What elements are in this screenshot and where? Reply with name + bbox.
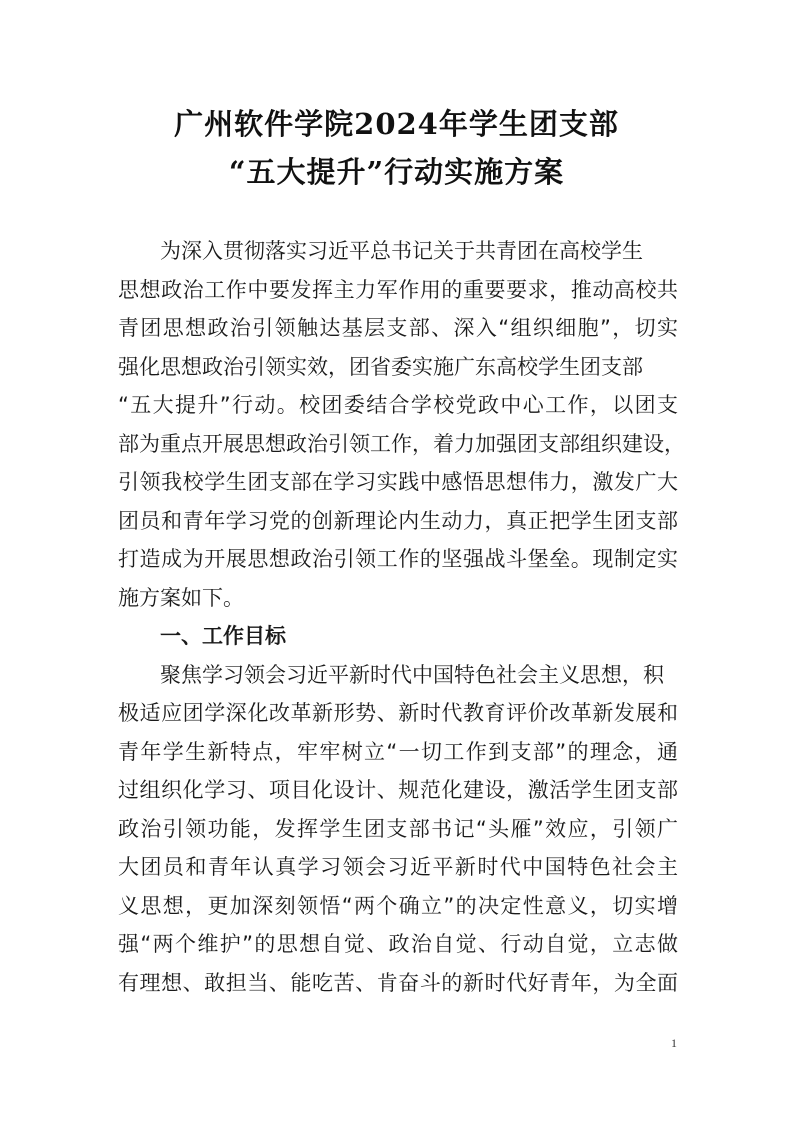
paragraph-line: 团员和青年学习党的创新理论内生动力，真正把学生团支部 <box>118 508 678 533</box>
paragraph-line: 义思想，更加深刻领悟“两个确立”的决定性意义，切实增 <box>118 893 678 918</box>
paragraph-line: 政治引领功能，发挥学生团支部书记“头雁”效应，引领广 <box>118 816 678 841</box>
paragraph-line: 青年学生新特点，牢牢树立“一切工作到支部”的理念，通 <box>118 739 678 764</box>
document-body <box>118 232 685 1002</box>
paragraph-line: 大团员和青年认真学习领会习近平新时代中国特色社会主 <box>118 855 678 879</box>
paragraph-line: 部为重点开展思想政治引领工作，着力加强团支部组织建设， <box>118 431 685 456</box>
paragraph-line: 打造成为开展思想政治引领工作的坚强战斗堡垒。现制定实 <box>118 547 678 571</box>
paragraph-line: 施方案如下。 <box>118 585 244 610</box>
paragraph-line: 聚焦学习领会习近平新时代中国特色社会主义思想，积 <box>160 662 664 687</box>
title-line-1: 广州软件学院2024年学生团支部 <box>174 107 619 141</box>
paragraph-line: 引领我校学生团支部在学习实践中感悟思想伟力，激发广大 <box>118 470 678 494</box>
paragraph-line: 极适应团学深化改革新形势、新时代教育评价改革新发展和 <box>118 701 678 725</box>
paragraph-line: 思想政治工作中要发挥主力军作用的重要要求，推动高校共 <box>118 277 678 302</box>
paragraph-line: “五大提升”行动。校团委结合学校党政中心工作，以团支 <box>118 393 678 417</box>
paragraph-line: 强“两个维护”的思想自觉、政治自觉、行动自觉，立志做 <box>118 932 678 956</box>
section-heading: 一、工作目标 <box>160 624 286 648</box>
page-number: 1 <box>671 1036 677 1050</box>
paragraph-line: 青团思想政治引领触达基层支部、深入“组织细胞”，切实 <box>118 316 678 340</box>
title-line-2: “五大提升”行动实施方案 <box>228 155 565 189</box>
paragraph-line: 强化思想政治引领实效，团省委实施广东高校学生团支部 <box>118 354 643 379</box>
paragraph-line: 有理想、敢担当、能吃苦、肯奋斗的新时代好青年，为全面 <box>118 970 678 995</box>
document-title <box>0 100 793 196</box>
paragraph-line: 过组织化学习、项目化设计、规范化建设，激活学生团支部 <box>118 778 678 802</box>
paragraph-line: 为深入贯彻落实习近平总书记关于共青团在高校学生 <box>160 239 643 263</box>
